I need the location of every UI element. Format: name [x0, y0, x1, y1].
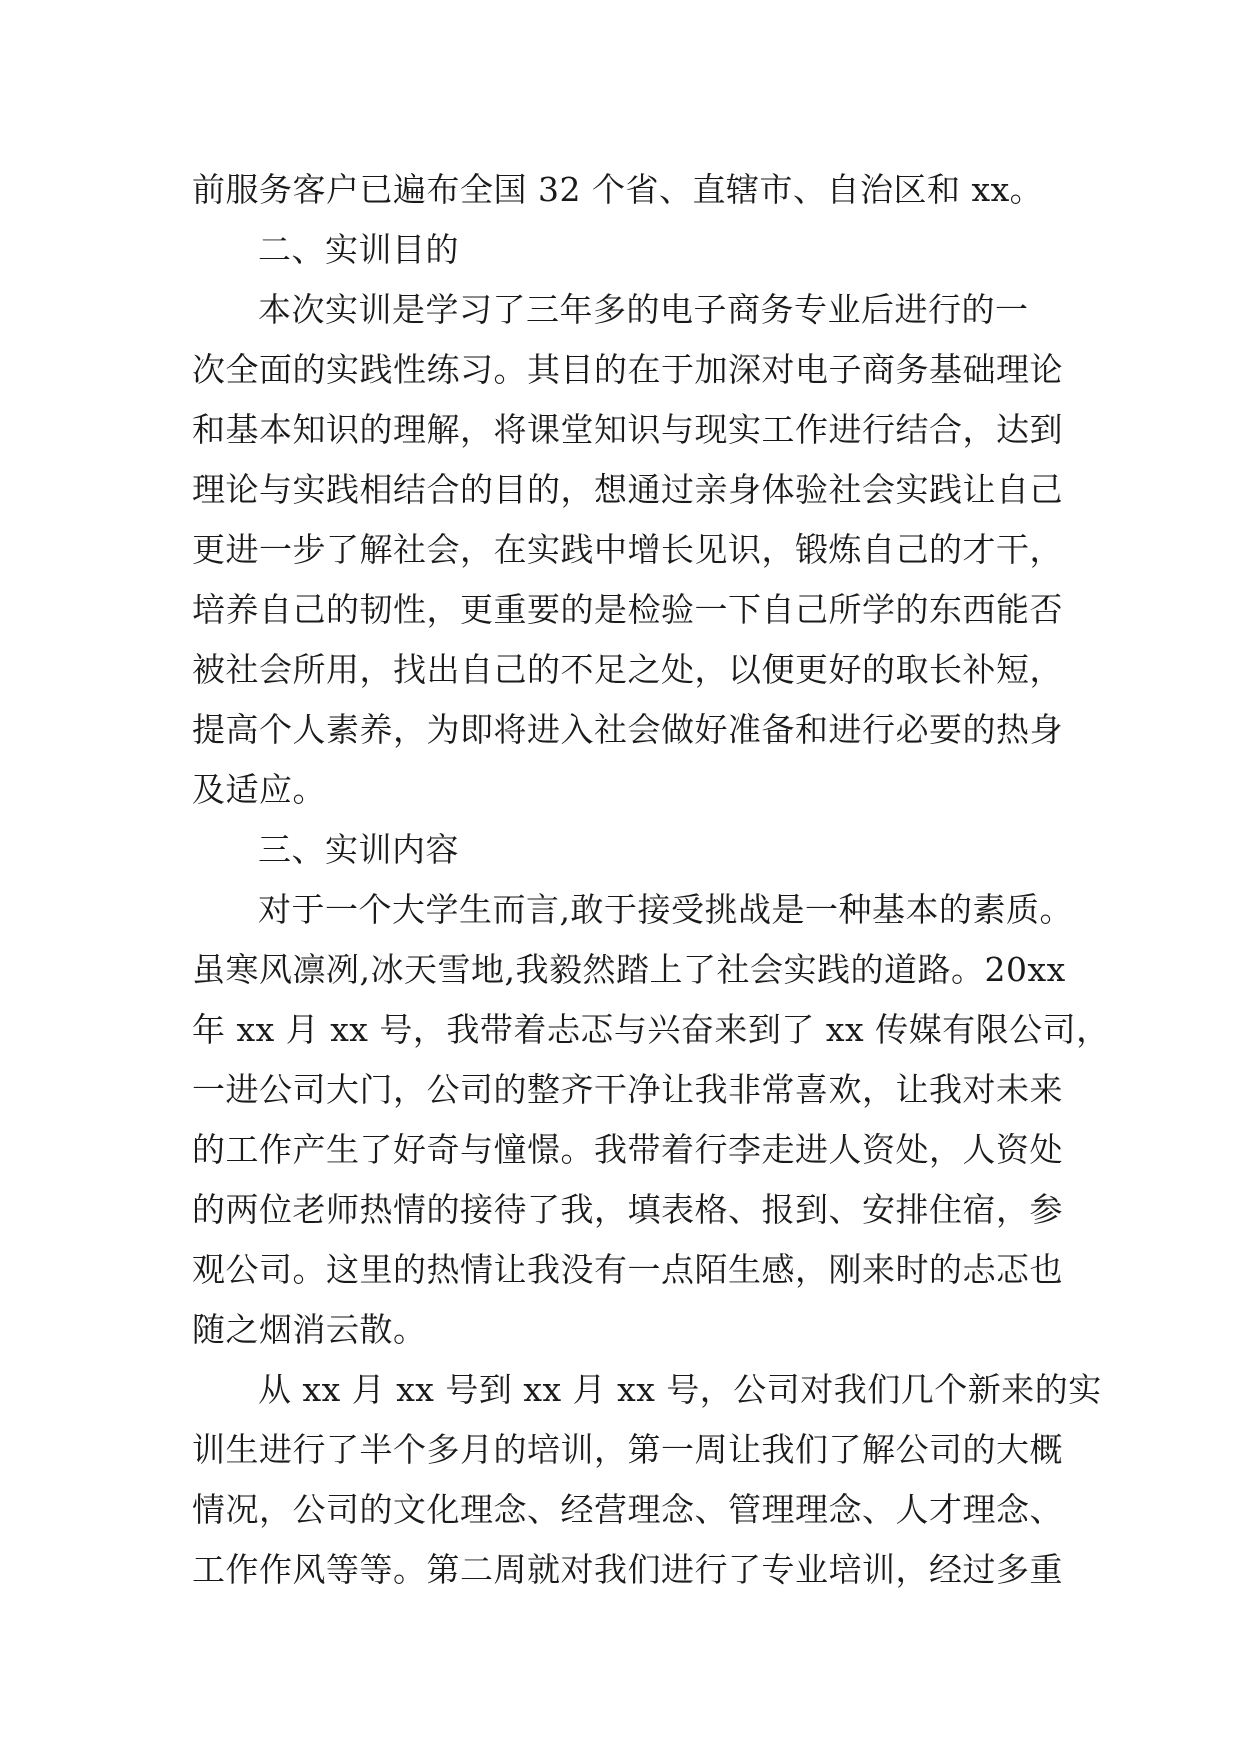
- body-line: 情况，公司的文化理念、经营理念、管理理念、人才理念、: [192, 1490, 1063, 1529]
- body-line: 提高个人素养，为即将进入社会做好准备和进行必要的热身: [192, 710, 1063, 749]
- body-line: 工作作风等等。第二周就对我们进行了专业培训，经过多重: [192, 1550, 1063, 1589]
- body-line: 年 xx 月 xx 号，我带着忐忑与兴奋来到了 xx 传媒有限公司，: [192, 1010, 1110, 1049]
- body-line: 和基本知识的理解，将课堂知识与现实工作进行结合，达到: [192, 410, 1063, 449]
- body-line: 的两位老师热情的接待了我，填表格、报到、安排住宿，参: [192, 1190, 1063, 1229]
- body-line: 随之烟消云散。: [192, 1310, 427, 1349]
- body-line: 理论与实践相结合的目的，想通过亲身体验社会实践让自己: [192, 470, 1063, 509]
- body-line: 观公司。这里的热情让我没有一点陌生感，刚来时的忐忑也: [192, 1250, 1063, 1289]
- section-heading: 二、实训目的: [258, 230, 459, 269]
- body-line: 一进公司大门，公司的整齐干净让我非常喜欢，让我对未来: [192, 1070, 1063, 1109]
- body-line: 本次实训是学习了三年多的电子商务专业后进行的一: [258, 290, 1029, 329]
- body-line: 及适应。: [192, 770, 326, 809]
- body-line: 前服务客户已遍布全国 32 个省、直辖市、自治区和 xx。: [192, 170, 1044, 209]
- body-line: 次全面的实践性练习。其目的在于加深对电子商务基础理论: [192, 350, 1063, 389]
- section-heading: 三、实训内容: [258, 830, 459, 869]
- body-line: 更进一步了解社会，在实践中增长见识，锻炼自己的才干，: [192, 530, 1063, 569]
- body-line: 从 xx 月 xx 号到 xx 月 xx 号，公司对我们几个新来的实: [258, 1370, 1102, 1409]
- body-line: 的工作产生了好奇与憧憬。我带着行李走进人资处，人资处: [192, 1130, 1063, 1169]
- body-line: 被社会所用，找出自己的不足之处，以便更好的取长补短，: [192, 650, 1063, 689]
- body-line: 培养自己的韧性，更重要的是检验一下自己所学的东西能否: [192, 590, 1063, 629]
- body-line: 对于一个大学生而言,敢于接受挑战是一种基本的素质。: [258, 890, 1073, 929]
- document-body: [192, 160, 1110, 1600]
- body-line: 训生进行了半个多月的培训，第一周让我们了解公司的大概: [192, 1430, 1063, 1469]
- body-line: 虽寒风凛冽,冰天雪地,我毅然踏上了社会实践的道路。20xx: [192, 950, 1066, 989]
